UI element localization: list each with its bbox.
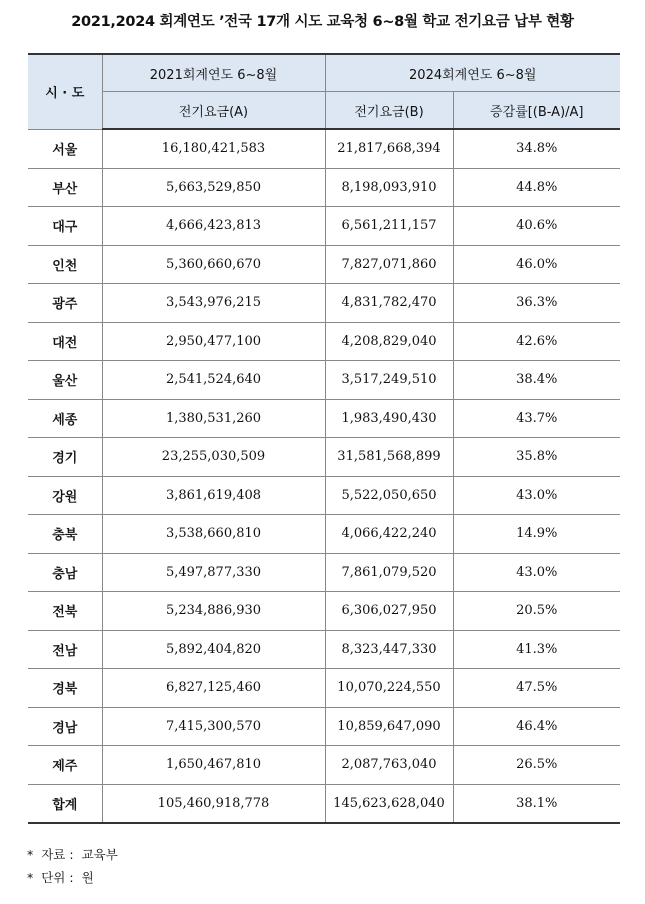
fee-2024-cell: 31,581,568,899 [325,438,453,477]
region-cell: 제주 [28,746,102,785]
fee-2021-cell: 23,255,030,509 [102,438,325,477]
fee-2021-cell: 4,666,423,813 [102,207,325,246]
change-rate-cell: 26.5% [453,746,620,785]
table-row [28,746,620,785]
unit-label: 단위 : [41,870,74,885]
change-rate-cell: 46.4% [453,707,620,746]
table-row [28,245,620,284]
unit-note [27,866,122,889]
fee-2021-cell: 2,541,524,640 [102,361,325,400]
source-value: 교육부 [81,847,118,862]
change-rate-cell: 44.8% [453,168,620,207]
table-row [28,438,620,477]
fee-2021-cell: 1,650,467,810 [102,746,325,785]
fee-2024-cell: 10,070,224,550 [325,669,453,708]
fee-2021-cell: 5,234,886,930 [102,592,325,631]
region-cell: 울산 [28,361,102,400]
page-title: 2021,2024 회계연도 ’전국 17개 시도 교육청 6~8월 학교 전기요금 납부 현황 [71,14,574,30]
fee-2024-cell: 1,983,490,430 [325,399,453,438]
fee-2024-cell: 7,827,071,860 [325,245,453,284]
change-rate-cell: 14.9% [453,515,620,554]
region-cell: 충북 [28,515,102,554]
unit-value: 원 [81,870,94,885]
total-label-cell: 합계 [28,784,102,823]
fee-2021-cell: 5,892,404,820 [102,630,325,669]
region-cell: 전북 [28,592,102,631]
table-row [28,399,620,438]
total-row [28,784,620,823]
fee-2024-cell: 6,306,027,950 [325,592,453,631]
table-row [28,207,620,246]
total-2021-cell: 105,460,918,778 [102,784,325,823]
change-rate-cell: 40.6% [453,207,620,246]
fee-2024-cell: 8,323,447,330 [325,630,453,669]
fee-2021-cell: 3,538,660,810 [102,515,325,554]
electricity-fee-table [28,53,620,824]
table-row [28,361,620,400]
fee-2021-cell: 5,497,877,330 [102,553,325,592]
table-row [28,284,620,323]
change-rate-cell: 41.3% [453,630,620,669]
header-change-rate: 증감률[(B-A)/A] [453,92,620,130]
region-cell: 대전 [28,322,102,361]
region-cell: 부산 [28,168,102,207]
fee-2024-cell: 4,831,782,470 [325,284,453,323]
region-cell: 경기 [28,438,102,477]
fee-2024-cell: 21,817,668,394 [325,129,453,168]
region-cell: 경북 [28,669,102,708]
fee-2024-cell: 8,198,093,910 [325,168,453,207]
fee-2024-cell: 4,066,422,240 [325,515,453,554]
change-rate-cell: 46.0% [453,245,620,284]
total-rate-cell: 38.1% [453,784,620,823]
table-row [28,592,620,631]
change-rate-cell: 43.0% [453,553,620,592]
table-row [28,553,620,592]
fee-2021-cell: 2,950,477,100 [102,322,325,361]
header-fee-b: 전기요금(B) [325,92,453,130]
change-rate-cell: 42.6% [453,322,620,361]
fee-2021-cell: 5,360,660,670 [102,245,325,284]
fee-2021-cell: 6,827,125,460 [102,669,325,708]
fee-2021-cell: 3,543,976,215 [102,284,325,323]
region-cell: 전남 [28,630,102,669]
source-note [27,843,122,866]
fee-2021-cell: 3,861,619,408 [102,476,325,515]
table-row [28,515,620,554]
table-row [28,168,620,207]
region-cell: 강원 [28,476,102,515]
change-rate-cell: 47.5% [453,669,620,708]
header-2024: 2024회계연도 6~8월 [325,54,620,92]
change-rate-cell: 43.0% [453,476,620,515]
region-cell: 충남 [28,553,102,592]
region-cell: 세종 [28,399,102,438]
table-body [28,129,620,823]
fee-2021-cell: 16,180,421,583 [102,129,325,168]
table-row [28,707,620,746]
header-fee-a: 전기요금(A) [102,92,325,130]
change-rate-cell: 36.3% [453,284,620,323]
notes [27,843,122,889]
header-2021: 2021회계연도 6~8월 [102,54,325,92]
table-row [28,322,620,361]
region-cell: 인천 [28,245,102,284]
total-2024-cell: 145,623,628,040 [325,784,453,823]
note-bullet: * [27,847,34,862]
fee-2024-cell: 3,517,249,510 [325,361,453,400]
region-cell: 대구 [28,207,102,246]
change-rate-cell: 20.5% [453,592,620,631]
table-row [28,476,620,515]
table-row [28,669,620,708]
change-rate-cell: 34.8% [453,129,620,168]
region-cell: 경남 [28,707,102,746]
note-bullet: * [27,870,34,885]
change-rate-cell: 38.4% [453,361,620,400]
fee-2021-cell: 5,663,529,850 [102,168,325,207]
region-cell: 광주 [28,284,102,323]
change-rate-cell: 43.7% [453,399,620,438]
region-cell: 서울 [28,129,102,168]
fee-2024-cell: 10,859,647,090 [325,707,453,746]
fee-2024-cell: 7,861,079,520 [325,553,453,592]
fee-2024-cell: 6,561,211,157 [325,207,453,246]
fee-2021-cell: 1,380,531,260 [102,399,325,438]
fee-2024-cell: 2,087,763,040 [325,746,453,785]
table-row [28,630,620,669]
source-label: 자료 : [41,847,74,862]
change-rate-cell: 35.8% [453,438,620,477]
table-row [28,129,620,168]
fee-2024-cell: 5,522,050,650 [325,476,453,515]
fee-2024-cell: 4,208,829,040 [325,322,453,361]
fee-2021-cell: 7,415,300,570 [102,707,325,746]
header-region: 시 · 도 [28,54,102,129]
